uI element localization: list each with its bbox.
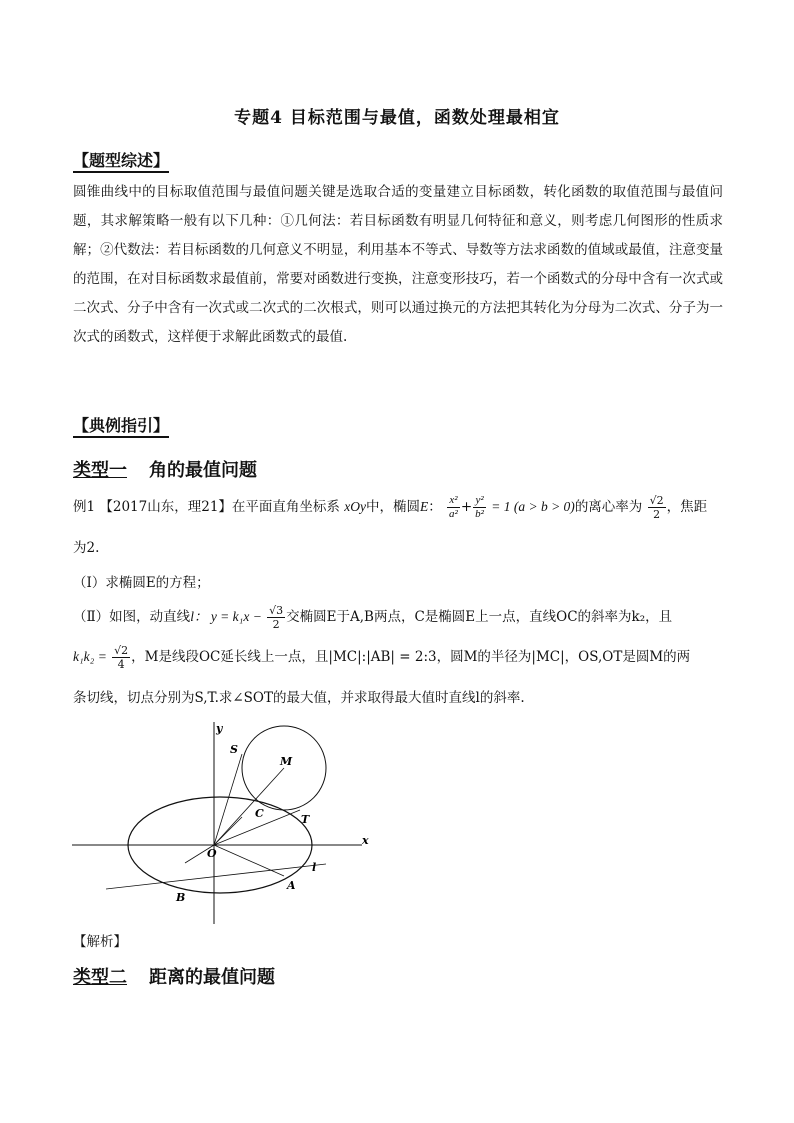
part2-c: ，M是线段OC延长线上一点，且|MC|:|AB| = 2:3，圆M的半径为|MC|，OS,OT是圆M的两	[131, 649, 691, 665]
fraction-sqrt2-2: $\frac{√2}{2}$	[649, 494, 664, 521]
ellipse-condition: = 1 (a > b > 0)	[491, 499, 575, 514]
ellipse-name: E	[419, 499, 429, 514]
type-heading-2	[73, 963, 275, 989]
ellipse-circle-figure	[66, 718, 376, 926]
fraction-sqrt3-2: $\frac{√3}{2}$	[269, 604, 284, 631]
example-line-1	[73, 494, 733, 521]
plus-sign: +	[460, 499, 473, 515]
eccentricity-text: 的离心率为	[574, 499, 643, 515]
fraction-y2-b2: $\frac{\text{y²}}{\text{b²}}$	[475, 494, 484, 520]
overview-paragraph: 圆锥曲线中的目标取值范围与最值问题关键是选取合适的变量建立目标函数，转化函数的取值范围与最值问题，其求解策略一般有以下几种：①几何法：若目标函数有明显几何特征和意义，则考虑几何图形的性质求解；②代数法：若目标函数的几何意义不明显，利用基本不等式、导数等方法求函数的值域或最值，注意变量的范围，在对目标函数求最值前，常要对函数进行变换，注意变形技巧，若一个函数式的分母中含有一次式或二次式、分子中含有一次式或二次式的二次根式，则可以通过换元的方法把其转化为分母为二次式、分子为一次式的函数式，这样便于求解此函数式的最值.	[73, 184, 723, 345]
part2-a: （Ⅱ）如图，动直线	[73, 609, 191, 625]
label-l: l	[312, 861, 317, 874]
line-OA	[214, 845, 284, 876]
k1k2-eq: k₁k₂ =	[73, 649, 107, 664]
page-title: 专题4 目标范围与最值，函数处理最相宜	[234, 108, 560, 128]
label-B: B	[176, 891, 186, 904]
part-2-line-2	[73, 644, 733, 671]
label-C: C	[255, 807, 264, 820]
analysis-label: 【解析】	[73, 934, 127, 950]
fraction-sqrt2-4: $\frac{√2}{4}$	[114, 644, 129, 671]
part-1: （Ⅰ）求椭圆E的方程；	[73, 575, 210, 591]
part2-b: 交椭圆E于A,B两点，C是椭圆E上一点，直线OC的斜率为k₂，且	[286, 609, 673, 625]
colon: ：	[428, 499, 442, 515]
example-mid: 中，椭圆	[365, 499, 420, 515]
example-line-2: 为2.	[73, 540, 100, 556]
example-prefix: 例1 【2017山东，理21】在平面直角坐标系	[73, 499, 340, 515]
type-text: 距离的最值问题	[149, 967, 275, 988]
label-y: y	[216, 722, 223, 735]
label-T: T	[301, 813, 310, 826]
line-equation: l： y = k₁x −	[190, 609, 262, 624]
fraction-x2-a2: $\frac{\text{x²}}{\text{a²}}$	[449, 494, 458, 520]
label-S: S	[230, 743, 238, 756]
type-text: 角的最值问题	[149, 460, 257, 481]
part-2-line-1	[73, 604, 733, 631]
label-O: O	[207, 847, 217, 860]
focal-text: ，焦距	[666, 499, 708, 515]
label-x: x	[362, 834, 369, 847]
part-2-line-3: 条切线，切点分别为S,T.求∠SOT的最大值，并求取得最大值时直线l的斜率.	[73, 690, 525, 706]
coord-system: xOy	[344, 499, 366, 514]
section-label: 【典例指引】	[73, 416, 169, 438]
label-M: M	[280, 755, 293, 768]
label-A: A	[287, 879, 296, 892]
section-heading-examples	[73, 413, 169, 436]
type-label: 类型二	[73, 967, 127, 988]
type-heading-1	[73, 456, 257, 482]
section-heading-overview	[73, 148, 169, 171]
type-label: 类型一	[73, 460, 127, 481]
section-label: 【题型综述】	[73, 151, 169, 173]
